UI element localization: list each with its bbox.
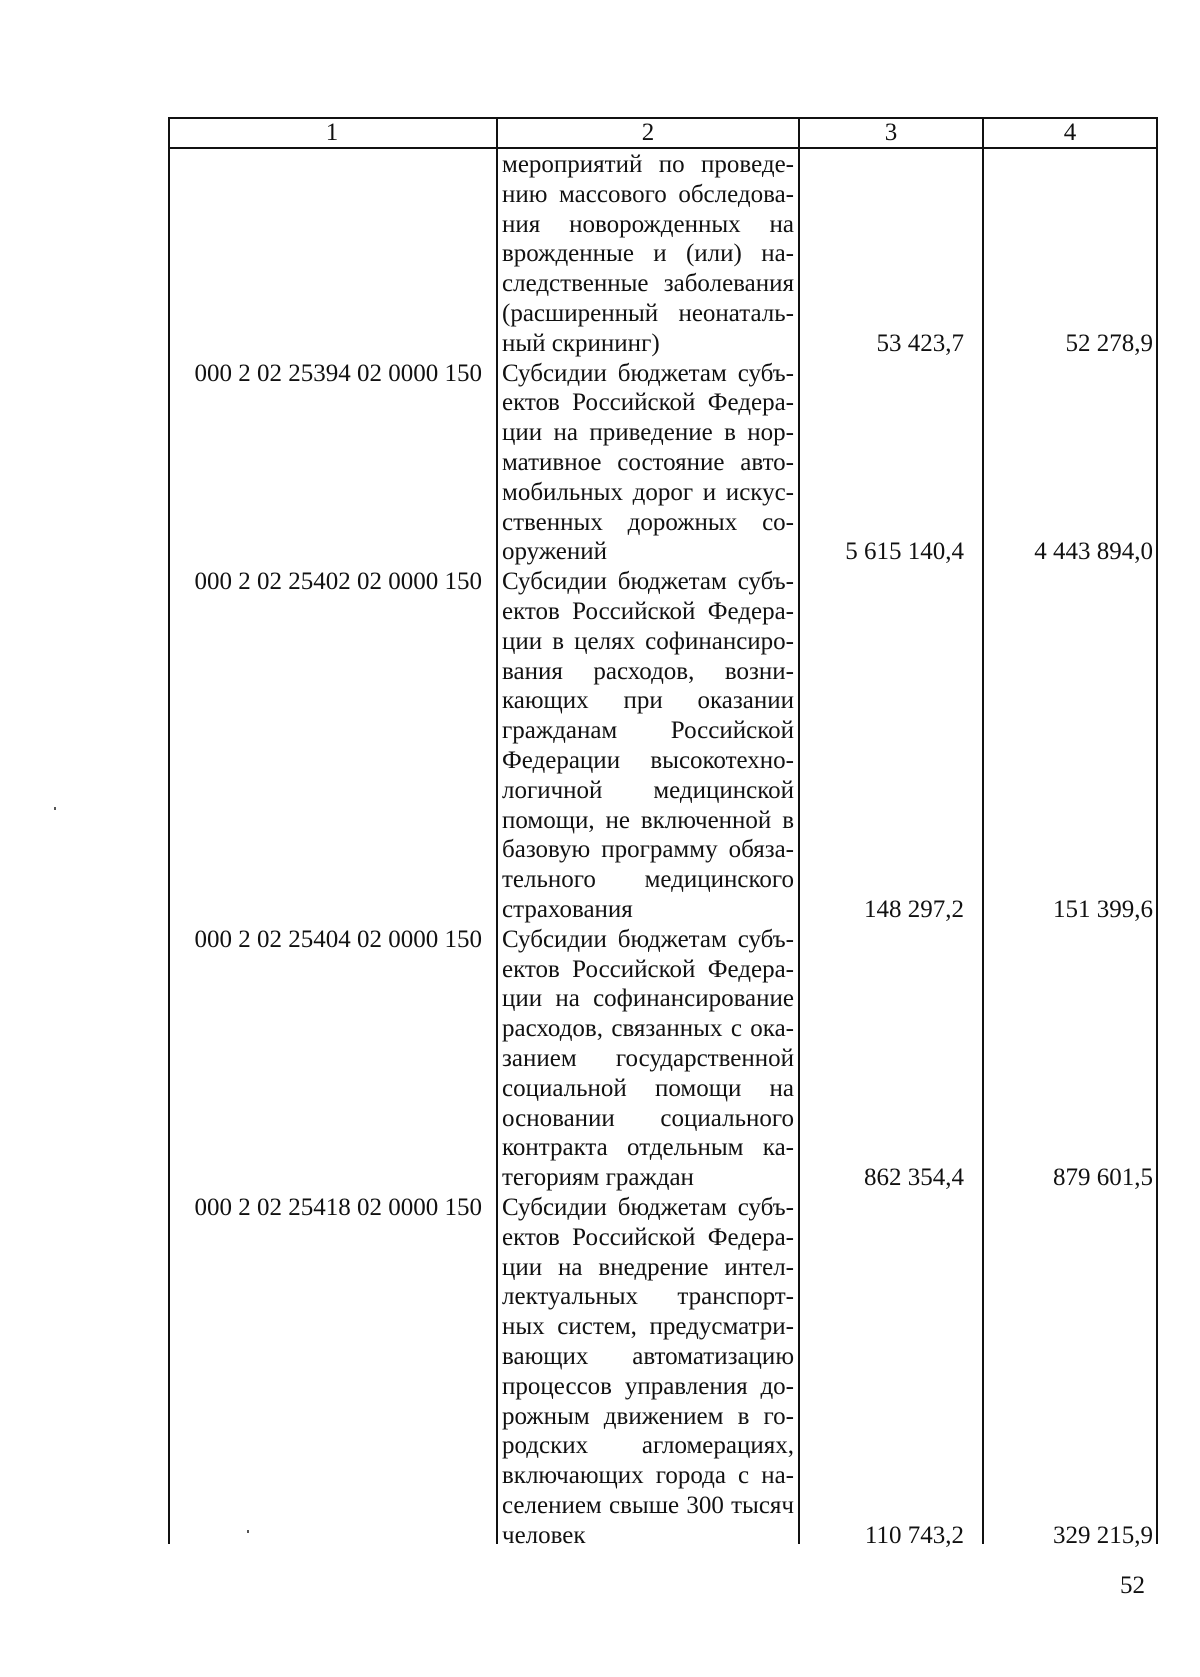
amount-col4: 329 215,9 xyxy=(1053,1521,1153,1549)
description-line: мероприятий по проведе- xyxy=(502,151,794,178)
table-left-border xyxy=(168,147,170,1544)
row-description xyxy=(502,359,794,568)
description-line: родских агломерациях, xyxy=(502,1432,794,1460)
amount-col3: 5 615 140,4 xyxy=(845,538,964,566)
description-line: Субсидии бюджетам субъ- xyxy=(502,359,794,387)
description-line: ции на внедрение интел- xyxy=(502,1253,794,1281)
description-line: ции в целях софинансиро- xyxy=(502,627,794,655)
budget-code: 000 2 02 25418 02 0000 150 xyxy=(194,1194,482,1221)
description-line: ных систем, предусматри- xyxy=(502,1313,794,1341)
amount-col4: 4 443 894,0 xyxy=(1034,538,1153,566)
description-line: ции на приведение в нор- xyxy=(502,419,794,447)
description-line: включающих города с на- xyxy=(502,1462,794,1490)
budget-code: 000 2 02 25394 02 0000 150 xyxy=(194,359,482,387)
description-line: мобильных дорог и искус- xyxy=(502,478,794,506)
amount-col3: 110 743,2 xyxy=(864,1521,964,1549)
description-line: ственных дорожных со- xyxy=(502,508,794,536)
scan-speck xyxy=(54,807,56,810)
row-description xyxy=(502,567,794,925)
description-line: селением свыше 300 тысяч xyxy=(502,1491,794,1519)
table-right-border xyxy=(1156,117,1158,1544)
description-line: кающих при оказании xyxy=(502,687,794,715)
description-line: тегориям граждан xyxy=(502,1164,694,1192)
amount-col4: 879 601,5 xyxy=(1053,1164,1153,1192)
amount-col3: 53 423,7 xyxy=(876,329,964,357)
description-line: основании социального xyxy=(502,1104,794,1132)
scan-speck xyxy=(247,1530,249,1533)
description-line: логичной медицинской xyxy=(502,776,794,804)
description-line: рожным движением в го- xyxy=(502,1402,794,1430)
description-line: ния новорожденных на xyxy=(502,210,794,238)
amount-col4: 151 399,6 xyxy=(1053,896,1153,923)
description-line: ции на софинансирование xyxy=(502,985,794,1013)
description-line: Субсидии бюджетам субъ- xyxy=(502,925,794,953)
description-line: вающих автоматизацию xyxy=(502,1342,794,1370)
budget-table xyxy=(168,117,1158,1549)
description-line: социальной помощи на xyxy=(502,1074,794,1102)
description-line: ектов Российской Федера- xyxy=(502,955,794,983)
description-line: гражданам Российской xyxy=(502,717,794,745)
description-line: нию массового обследова- xyxy=(502,180,794,208)
description-line: вания расходов, возни- xyxy=(502,657,794,685)
column-header-3: 3 xyxy=(884,119,898,146)
description-line: расходов, связанных с ока- xyxy=(502,1015,794,1043)
description-line: ектов Российской Федера- xyxy=(502,1223,794,1251)
row-description xyxy=(502,925,794,1193)
amount-col4: 52 278,9 xyxy=(1065,329,1153,357)
page-number: 52 xyxy=(1120,1572,1145,1599)
description-line: помощи, не включенной в xyxy=(502,806,794,834)
row-description xyxy=(502,1193,794,1551)
column-header-1: 1 xyxy=(325,119,339,146)
description-line: (расширенный неонаталь- xyxy=(502,299,794,327)
amount-col3: 862 354,4 xyxy=(864,1164,964,1192)
description-line: ектов Российской Федера- xyxy=(502,597,794,625)
description-line: мативное состояние авто- xyxy=(502,448,794,476)
description-line: Федерации высокотехно- xyxy=(502,746,794,774)
description-line: базовую программу обяза- xyxy=(502,836,794,864)
description-line: Субсидии бюджетам субъ- xyxy=(502,1194,794,1221)
description-line: оружений xyxy=(502,538,608,566)
column-header-2: 2 xyxy=(641,119,655,146)
description-line: ный скрининг) xyxy=(502,329,660,357)
description-line: ектов Российской Федера- xyxy=(502,389,794,417)
description-line: врожденные и (или) на- xyxy=(502,240,794,268)
description-line: страхования xyxy=(502,895,633,923)
description-line: занием государственной xyxy=(502,1044,794,1072)
description-line: следственные заболевания xyxy=(502,270,794,298)
header-bottom-border xyxy=(168,147,1158,149)
description-line: процессов управления до- xyxy=(502,1372,794,1400)
row-description xyxy=(502,150,794,359)
description-line: человек xyxy=(502,1521,586,1549)
description-line: тельного медицинского xyxy=(502,866,794,894)
description-line: лектуальных транспорт- xyxy=(502,1283,794,1311)
description-line: контракта отдельным ка- xyxy=(502,1134,794,1162)
column-divider-1 xyxy=(496,117,498,1544)
budget-code: 000 2 02 25402 02 0000 150 xyxy=(194,568,482,596)
amount-col3: 148 297,2 xyxy=(864,896,964,923)
budget-code: 000 2 02 25404 02 0000 150 xyxy=(194,925,482,953)
description-line: Субсидии бюджетам субъ- xyxy=(502,568,794,596)
column-header-4: 4 xyxy=(1063,119,1077,146)
